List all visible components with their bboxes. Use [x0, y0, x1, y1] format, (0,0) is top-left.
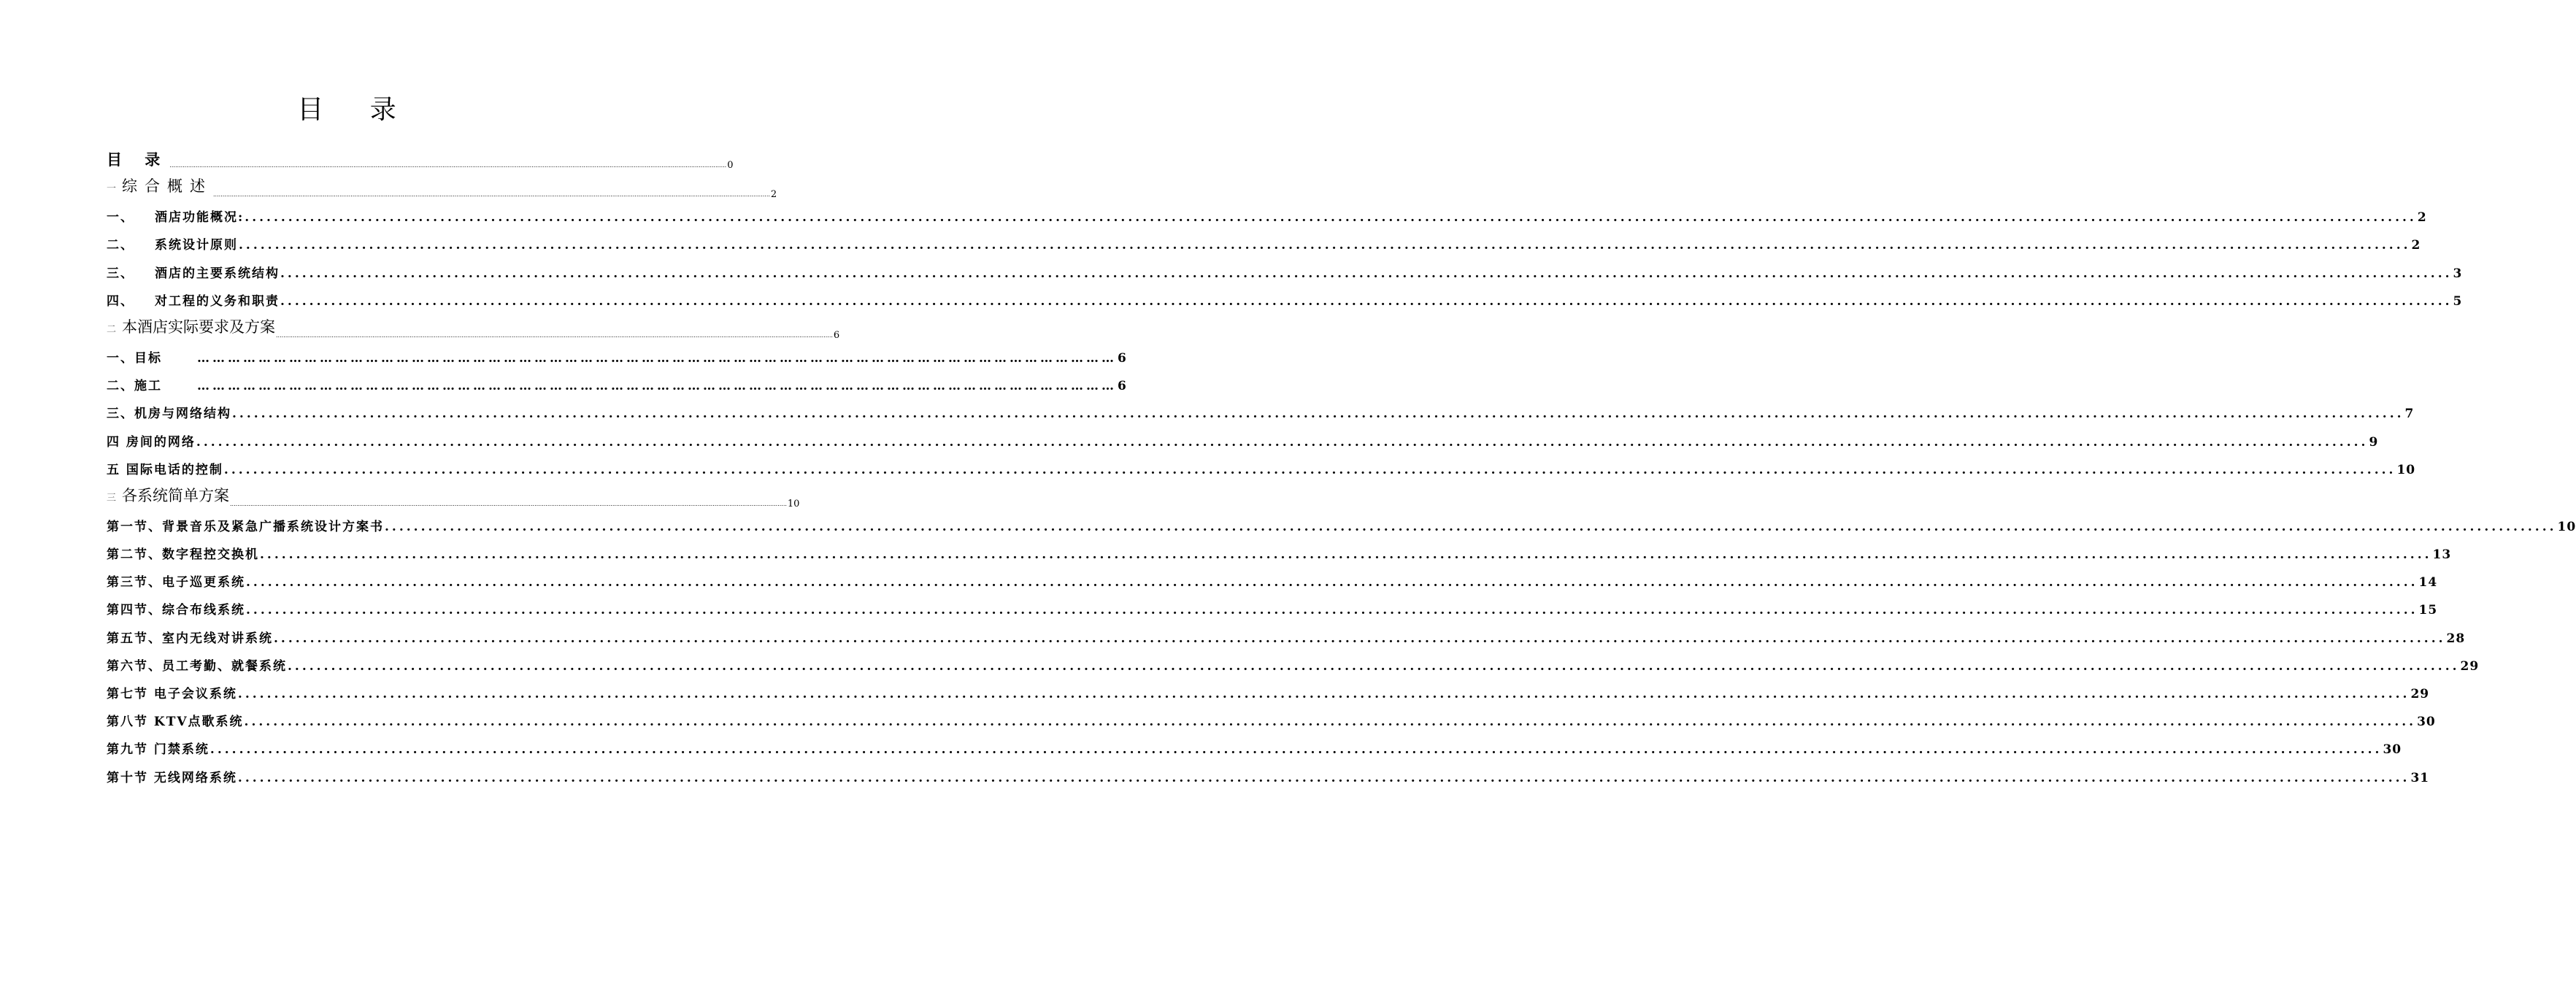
- toc-page-number: 5: [2453, 293, 2463, 309]
- toc-entry-text: 一、目标: [107, 350, 162, 366]
- toc-entry[interactable]: [107, 509, 2576, 537]
- toc-entry[interactable]: [107, 732, 2402, 760]
- toc-page-number: 3: [2453, 266, 2463, 281]
- toc-leader-dots: ............................................................................................................................................................................................................................................................................................................: [232, 407, 2404, 422]
- toc-entry-number: 四、: [107, 293, 134, 309]
- toc-entry-label: [107, 684, 237, 704]
- toc-entry[interactable]: [107, 649, 2480, 677]
- toc-entry-text: 第三节、电子巡更系统: [107, 575, 245, 590]
- toc-leader-dots: ............................................................................................................................................................................................................................................................................................................: [288, 658, 2460, 674]
- toc-entry[interactable]: [107, 369, 1127, 396]
- toc-entry-number: 三、: [107, 266, 134, 281]
- toc-page-number: 10: [2396, 462, 2416, 477]
- toc-leader-dots: ............................................................................................................................................................................................................................................................................................................: [245, 210, 2417, 226]
- toc-entry-text: 酒店的主要系统结构: [155, 266, 280, 281]
- toc-leader-dots: ............................................................................................................................................................................................................................................................................................................: [209, 742, 2383, 758]
- toc-entry-label: [107, 768, 237, 788]
- toc-entry-text: 对工程的义务和职责: [155, 293, 280, 309]
- toc-page-number: 29: [2460, 658, 2480, 674]
- toc-entry-text: 第七节 电子会议系统: [107, 687, 237, 701]
- toc-page-number: 14: [2418, 575, 2438, 590]
- toc-leader-dots: ............................................................................................................................................................................................................................................................................................................: [237, 770, 2410, 785]
- toc-entry-text: 目 录: [107, 151, 169, 169]
- toc-entry-label: [107, 316, 275, 341]
- page-title: 目 录: [297, 95, 415, 125]
- toc-page-number: 29: [2410, 687, 2430, 701]
- toc-entry-label: [107, 348, 162, 369]
- toc-entry-text: 第二节、数字程控交换机: [107, 547, 259, 563]
- toc-entry-label: [107, 572, 245, 593]
- toc-leader-dots: ………………………………………………………………………………………………………………………………………………………………: [197, 379, 1117, 394]
- toc-entry[interactable]: [107, 171, 777, 200]
- toc-entry[interactable]: [107, 593, 2438, 620]
- toc-entry-label: [107, 545, 259, 565]
- toc-leader-dots: ............................................................................................................................................................................................................................................................................................................: [280, 293, 2453, 309]
- toc-leader-dots: ............................................................................................................................................................................................................................................................................................................: [246, 603, 2418, 618]
- table-of-contents: [107, 145, 2576, 788]
- toc-entry-text: 第五节、室内无线对讲系统: [107, 631, 273, 646]
- toc-entry-text: 第十节 无线网络系统: [107, 770, 237, 785]
- toc-entry-label: [107, 175, 212, 200]
- toc-entry[interactable]: [107, 620, 2466, 648]
- toc-entry-number: 一、: [107, 210, 134, 226]
- toc-page-number: 6: [833, 329, 840, 341]
- toc-entry[interactable]: [107, 677, 2430, 704]
- toc-entry-text: 第一节、背景音乐及紧急广播系统设计方案书: [107, 519, 384, 534]
- toc-leader-dots: ............................................................................................................................................................................................................................................................................................................: [276, 331, 833, 339]
- toc-entry[interactable]: [107, 453, 2416, 480]
- toc-entry-text: 第六节、员工考勤、就餐系统: [107, 658, 287, 674]
- toc-leader-dots: ............................................................................................................................................................................................................................................................................................................: [196, 434, 2369, 450]
- toc-entry-number: 二: [107, 323, 117, 335]
- toc-leader-dots: ............................................................................................................................................................................................................................................................................................................: [246, 575, 2418, 590]
- toc-page-number: 0: [727, 160, 734, 171]
- toc-leader-dots: ............................................................................................................................................................................................................................................................................................................: [230, 500, 787, 507]
- toc-entry-text: 第四节、综合布线系统: [107, 603, 245, 618]
- toc-page-number: 13: [2432, 547, 2452, 563]
- toc-entry-number: 一: [107, 183, 117, 194]
- toc-leader-dots: ............................................................................................................................................................................................................................................................................................................: [237, 687, 2410, 701]
- toc-leader-dots: ............................................................................................................................................................................................................................................................................................................: [244, 715, 2417, 730]
- toc-entry-label: [107, 404, 231, 424]
- toc-entry-label: [107, 485, 229, 509]
- toc-entry-number: 三: [107, 492, 117, 504]
- toc-page-number: 15: [2418, 603, 2438, 618]
- toc-entry[interactable]: [107, 341, 1127, 369]
- toc-entry-text: 第八节 KTV点歌系统: [107, 715, 244, 730]
- toc-page-number: 7: [2404, 407, 2415, 422]
- toc-page-number: 30: [2417, 715, 2436, 730]
- toc-entry-label: [107, 517, 384, 537]
- toc-leader-dots: ............................................................................................................................................................................................................................................................................................................: [169, 162, 727, 169]
- toc-page-number: 10: [787, 498, 800, 509]
- toc-leader-dots: ............................................................................................................................................................................................................................................................................................................: [260, 547, 2432, 563]
- toc-entry-label: [107, 656, 287, 677]
- toc-entry-label: [107, 263, 280, 284]
- toc-entry[interactable]: [107, 255, 2463, 283]
- toc-page-number: 6: [1118, 379, 1127, 394]
- toc-entry[interactable]: [107, 312, 840, 341]
- toc-entry[interactable]: [107, 145, 734, 171]
- toc-entry-label: [107, 207, 244, 228]
- toc-entry-label: [107, 628, 273, 649]
- toc-entry-label: [107, 460, 223, 480]
- toc-page-number: 10: [2557, 519, 2576, 534]
- toc-entry-label: [107, 376, 162, 396]
- toc-entry-text: 二、施工: [107, 379, 162, 394]
- toc-entry-text: 五 国际电话的控制: [107, 462, 223, 477]
- toc-leader-dots: ............................................................................................................................................................................................................................................................................................................: [385, 519, 2557, 534]
- toc-leader-dots: ............................................................................................................................................................................................................................................................................................................: [223, 462, 2396, 477]
- toc-page-number: 30: [2383, 742, 2402, 758]
- toc-entry-label: [107, 600, 245, 620]
- toc-page-number: 31: [2410, 770, 2430, 785]
- toc-entry[interactable]: [107, 704, 2436, 732]
- toc-entry-text: 本酒店实际要求及方案: [122, 318, 276, 336]
- toc-entry-label: [107, 149, 169, 171]
- toc-entry-text: 三、机房与网络结构: [107, 407, 231, 422]
- toc-entry-label: [107, 739, 209, 760]
- toc-entry-label: [107, 235, 238, 255]
- toc-page-number: 2: [2411, 238, 2421, 253]
- toc-entry[interactable]: [107, 200, 2427, 228]
- toc-entry-text: 第九节 门禁系统: [107, 742, 209, 758]
- toc-entry-text: 各系统简单方案: [122, 486, 230, 504]
- toc-page-number: 6: [1118, 350, 1127, 366]
- toc-entry-text: 综合概述: [122, 177, 213, 195]
- toc-entry[interactable]: [107, 228, 2421, 255]
- toc-entry-label: [107, 712, 244, 732]
- toc-entry[interactable]: [107, 424, 2379, 452]
- toc-entry-text: 系统设计原则: [155, 238, 238, 253]
- toc-entry-label: [107, 291, 280, 312]
- toc-leader-dots: ............................................................................................................................................................................................................................................................................................................: [274, 631, 2446, 646]
- toc-leader-dots: ………………………………………………………………………………………………………………………………………………………………: [197, 350, 1117, 366]
- toc-leader-dots: ............................................................................................................................................................................................................................................................................................................: [239, 238, 2411, 253]
- toc-leader-dots: ............................................................................................................................................................................................................................................................................................................: [280, 266, 2453, 281]
- toc-entry-number: 二、: [107, 238, 134, 253]
- toc-entry[interactable]: [107, 284, 2463, 312]
- toc-entry[interactable]: [107, 760, 2430, 788]
- toc-entry[interactable]: [107, 565, 2438, 593]
- toc-entry[interactable]: [107, 537, 2452, 565]
- toc-entry[interactable]: [107, 396, 2415, 424]
- toc-leader-dots: ............................................................................................................................................................................................................................................................................................................: [213, 191, 770, 198]
- toc-entry[interactable]: [107, 480, 800, 509]
- toc-page-number: 9: [2369, 434, 2379, 450]
- toc-page-number: 28: [2446, 631, 2466, 646]
- toc-entry-label: [107, 432, 196, 453]
- toc-entry-text: 酒店功能概况:: [155, 210, 245, 226]
- toc-page-number: 2: [770, 189, 777, 200]
- toc-page-number: 2: [2417, 210, 2427, 226]
- toc-entry-text: 四 房间的网络: [107, 434, 196, 450]
